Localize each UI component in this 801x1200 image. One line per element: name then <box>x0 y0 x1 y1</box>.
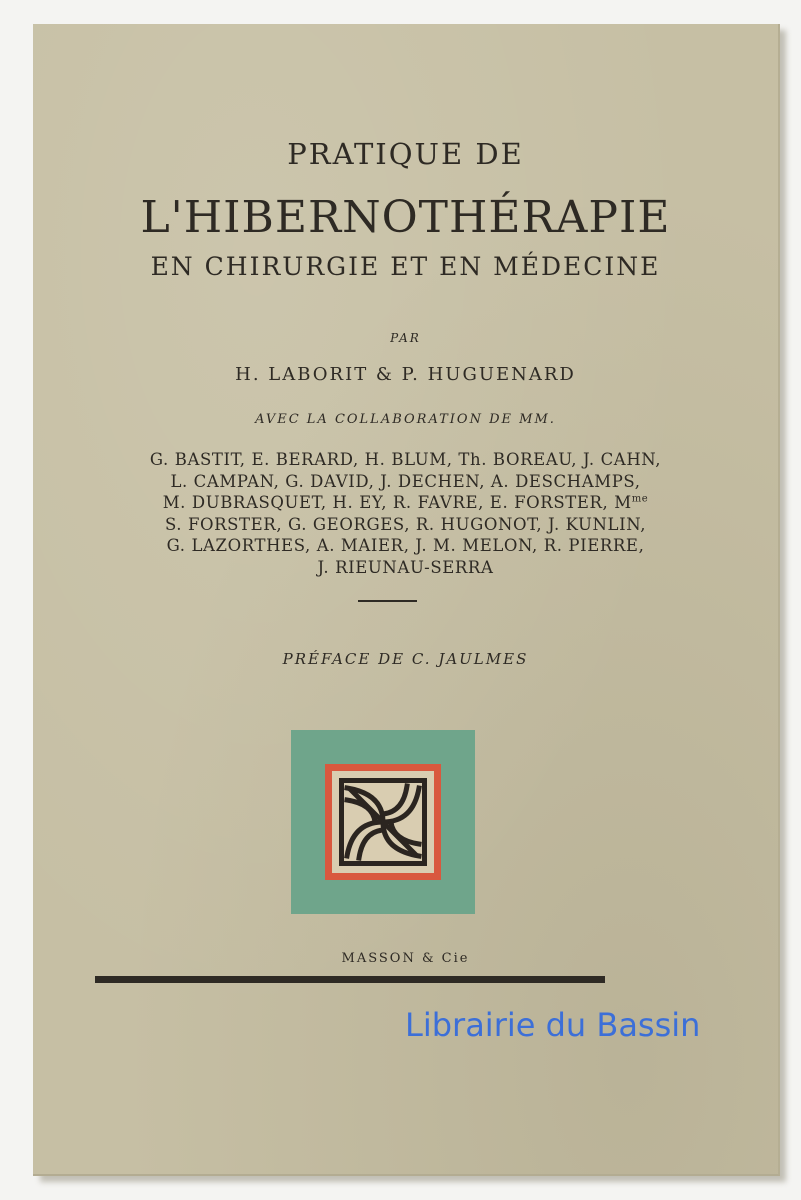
by-label: PAR <box>390 331 421 345</box>
publisher-name: MASSON & Cie <box>341 951 470 966</box>
publisher-emblem-icon <box>291 730 475 914</box>
superscript: me <box>631 493 649 505</box>
title-line-1: PRATIQUE DE <box>287 137 524 171</box>
divider-rule <box>358 600 417 602</box>
watermark-text: Librairie du Bassin <box>405 1006 701 1044</box>
preface-credit: PRÉFACE DE C. JAULMES <box>282 650 529 668</box>
collaborators-line: G. BASTIT, E. BERARD, H. BLUM, Th. BOREAU, J. CAHN, <box>149 450 662 469</box>
title-subtitle: EN CHIRURGIE ET EN MÉDECINE <box>150 252 661 281</box>
collaborators-line: G. LAZORTHES, A. MAIER, J. M. MELON, R. PIERRE, <box>166 536 645 555</box>
collaborators-line: J. RIEUNAU-SERRA <box>317 557 494 577</box>
collaborators-list <box>133 449 678 578</box>
collaborators-line: S. FORSTER, G. GEORGES, R. HUGONOT, J. KUNLIN, <box>164 514 647 534</box>
title-main: L'HIBERNOTHÉRAPIE <box>140 192 671 243</box>
authors: H. LABORIT & P. HUGUENARD <box>235 364 576 385</box>
collaborators-line: L. CAMPAN, G. DAVID, J. DECHEN, A. DESCHAMPS, <box>170 471 641 491</box>
collaboration-label: AVEC LA COLLABORATION DE MM. <box>255 412 556 427</box>
bottom-rule <box>95 976 605 983</box>
collaborators-line: M. DUBRASQUET, H. EY, R. FAVRE, E. FORSTER, $M^{me}$ <box>162 493 649 512</box>
book-cover <box>33 24 780 1176</box>
